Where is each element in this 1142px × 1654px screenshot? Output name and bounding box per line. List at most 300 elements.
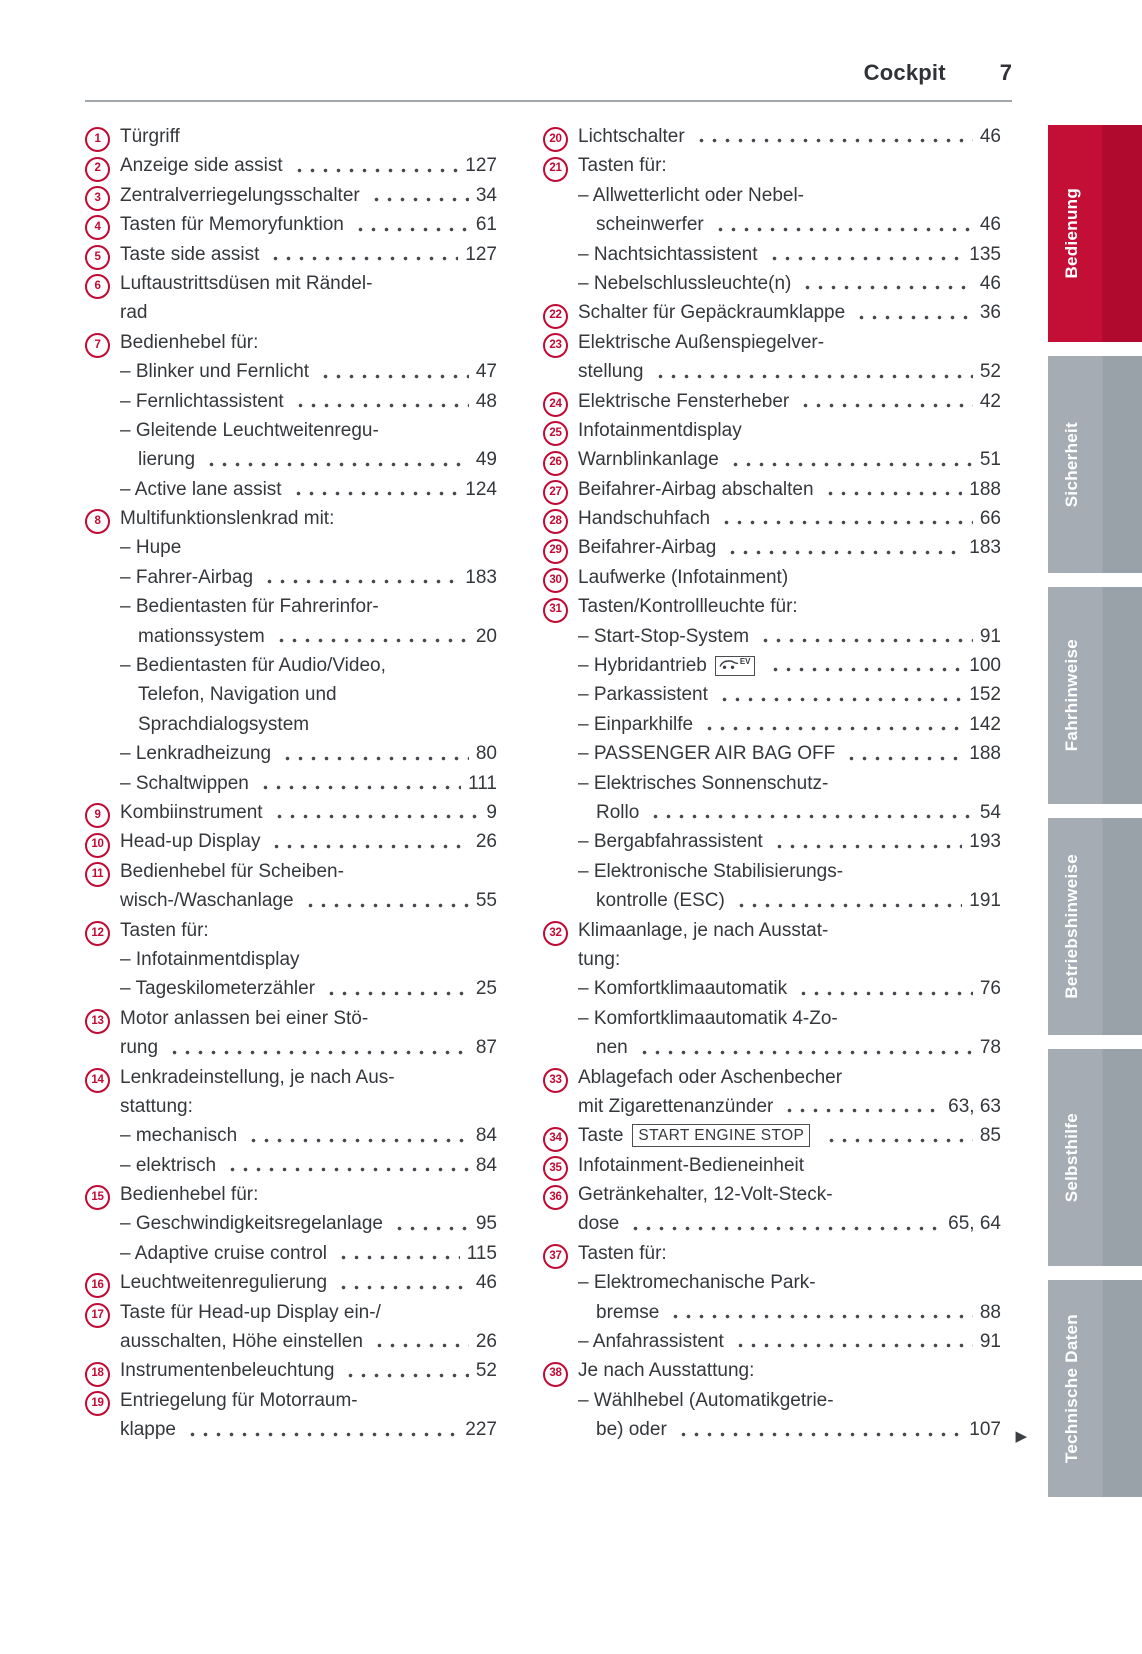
toc-entry-label: stellung xyxy=(578,361,644,383)
sidebar-tab-label: Betriebshinweise xyxy=(1062,854,1081,999)
toc-line xyxy=(543,1386,1001,1415)
dot-leader xyxy=(729,462,973,467)
toc-line xyxy=(543,622,1001,651)
toc-entry-label: Schalter für Gepäckraumklappe xyxy=(578,302,846,324)
toc-line xyxy=(543,328,1001,357)
item-number-cell xyxy=(543,1180,578,1210)
dot-leader xyxy=(726,550,962,555)
item-number-cell xyxy=(85,857,120,887)
item-number-cell xyxy=(543,1121,578,1151)
toc-line xyxy=(85,769,497,798)
dot-leader xyxy=(718,697,962,702)
page-ref: 63, 63 xyxy=(948,1095,1001,1117)
toc-entry-label: Entriegelung für Motorraum- xyxy=(120,1389,358,1411)
item-number-badge: 17 xyxy=(85,1303,110,1328)
toc-line xyxy=(543,916,1001,945)
toc-entry-label: Ablagefach oder Aschenbecher xyxy=(578,1066,843,1088)
toc-line xyxy=(543,974,1001,1003)
toc-entry-label: Motor anlassen bei einer Stö- xyxy=(120,1007,369,1029)
item-number-cell xyxy=(85,916,120,946)
toc-entry-label: Telefon, Navigation und xyxy=(138,684,337,706)
item-number-badge: 2 xyxy=(85,157,110,182)
item-number-cell xyxy=(85,151,120,181)
page-ref: 78 xyxy=(979,1037,1001,1059)
toc-line xyxy=(543,416,1001,445)
toc-line xyxy=(85,1033,497,1062)
toc-line xyxy=(543,651,1001,680)
toc-entry-label: rad xyxy=(120,302,148,324)
toc-line xyxy=(543,181,1001,210)
item-number-badge: 14 xyxy=(85,1068,110,1093)
toc-entry-label: – Infotainmentdisplay xyxy=(120,948,300,970)
sidebar-tab-label: Technische Daten xyxy=(1062,1313,1081,1464)
toc-entry-label: – Lenkradheizung xyxy=(120,743,272,765)
item-number-badge: 4 xyxy=(85,215,110,240)
toc-entry-label: – Bedientasten für Fahrerinfor- xyxy=(120,596,379,618)
sidebar-tab-label: Fahrhinweise xyxy=(1062,639,1081,752)
item-number-badge: 28 xyxy=(543,509,568,534)
toc-entry-label: – Parkassistent xyxy=(578,684,708,706)
toc-line xyxy=(543,240,1001,269)
dot-leader xyxy=(734,1343,973,1348)
dot-leader xyxy=(759,638,973,643)
page-ref: 51 xyxy=(979,449,1001,471)
page-ref: 80 xyxy=(475,743,497,765)
toc-entry-label: – Adaptive cruise control xyxy=(120,1242,328,1264)
toc-entry-label: dose xyxy=(578,1213,620,1235)
dot-leader xyxy=(247,1138,469,1143)
page-ref: 52 xyxy=(475,1360,497,1382)
page-number: 7 xyxy=(999,60,1012,85)
page-ref: 87 xyxy=(475,1037,497,1059)
toc-entry-label: Taste xyxy=(578,1125,624,1147)
sidebar-tab-bedienung xyxy=(1048,125,1142,342)
dot-leader xyxy=(294,403,469,408)
page-ref: 91 xyxy=(979,1331,1001,1353)
item-number-badge: 11 xyxy=(85,862,110,887)
item-number-cell xyxy=(85,240,120,270)
toc-line xyxy=(543,298,1001,327)
toc-entry-label: Warnblinkanlage xyxy=(578,449,719,471)
item-number-badge: 13 xyxy=(85,1009,110,1034)
ev-superscript-label: EV xyxy=(739,656,751,666)
toc-entry-label: stattung: xyxy=(120,1095,193,1117)
toc-entry-label: Elektrische Fensterheber xyxy=(578,390,790,412)
toc-line xyxy=(85,210,497,239)
toc-line xyxy=(543,1151,1001,1180)
dot-leader xyxy=(259,785,461,790)
item-number-badge: 20 xyxy=(543,127,568,152)
dot-leader xyxy=(735,903,962,908)
page-ref: 61 xyxy=(475,214,497,236)
dot-leader xyxy=(773,844,962,849)
toc-entry-label: Tasten für: xyxy=(120,919,209,941)
toc-line xyxy=(543,710,1001,739)
toc-entry-label: scheinwerfer xyxy=(596,214,704,236)
toc-column-right xyxy=(543,122,1027,1445)
item-number-badge: 12 xyxy=(85,921,110,946)
page-ref: 34 xyxy=(475,184,497,206)
dot-leader xyxy=(337,1255,460,1260)
toc-line xyxy=(543,122,1001,151)
toc-line xyxy=(85,445,497,474)
page-ref: 84 xyxy=(475,1154,497,1176)
toc-line xyxy=(543,1004,1001,1033)
item-number-cell xyxy=(85,504,120,534)
toc-line xyxy=(543,886,1001,915)
toc-entry-label: – Active lane assist xyxy=(120,478,282,500)
item-number-cell xyxy=(543,1239,578,1269)
page-ref: 36 xyxy=(979,302,1001,324)
toc-entry-label: Tasten für Memoryfunktion xyxy=(120,214,344,236)
toc-line xyxy=(543,857,1001,886)
toc-entry-label: – elektrisch xyxy=(120,1154,217,1176)
toc-entry-label: Tasten für: xyxy=(578,1242,667,1264)
toc-entry-label: be) oder xyxy=(596,1419,667,1441)
sidebar-tab-fahrhinweise xyxy=(1048,587,1142,804)
page-ref: 25 xyxy=(475,978,497,1000)
toc-entry-label: mationssystem xyxy=(138,625,265,647)
dot-leader xyxy=(703,726,962,731)
toc-line xyxy=(85,1268,497,1297)
toc-line xyxy=(85,416,497,445)
sidebar-tab-selbsthilfe xyxy=(1048,1049,1142,1266)
toc-entry-label: Lenkradeinstellung, je nach Aus- xyxy=(120,1066,395,1088)
toc-entry-label: – Einparkhilfe xyxy=(578,713,694,735)
page-ref: 193 xyxy=(969,831,1001,853)
section-title: Cockpit xyxy=(863,60,946,85)
toc-line xyxy=(85,1209,497,1238)
item-number-cell xyxy=(85,269,120,299)
hybrid-ev-indicator-icon xyxy=(715,656,755,676)
toc-entry-label: Infotainment-Bedieneinheit xyxy=(578,1154,805,1176)
dot-leader xyxy=(638,1050,973,1055)
item-number-cell xyxy=(543,298,578,328)
toc-line xyxy=(85,240,497,269)
toc-line xyxy=(543,739,1001,768)
toc-line xyxy=(543,798,1001,827)
page-ref: 52 xyxy=(979,361,1001,383)
toc-line xyxy=(85,827,497,856)
toc-line xyxy=(543,210,1001,239)
toc-entry-label: – Fernlichtassistent xyxy=(120,390,284,412)
toc-entry-label: – PASSENGER AIR BAG OFF xyxy=(578,743,836,765)
page-ref: 127 xyxy=(465,155,497,177)
dot-leader xyxy=(769,667,963,672)
toc-line xyxy=(85,1415,497,1444)
toc-entry-label: Klimaanlage, je nach Ausstat- xyxy=(578,919,829,941)
toc-line xyxy=(85,122,497,151)
item-number-badge: 22 xyxy=(543,304,568,329)
item-number-cell xyxy=(543,533,578,563)
item-number-cell xyxy=(543,916,578,946)
toc-entry-label: Rollo xyxy=(596,801,640,823)
toc-entry-label: – Elektrisches Sonnenschutz- xyxy=(578,772,829,794)
toc-entry-label: Kombiinstrument xyxy=(120,801,263,823)
toc-entry-label: Tasten/Kontrollleuchte für: xyxy=(578,596,798,618)
toc-line xyxy=(85,680,497,709)
dot-leader xyxy=(273,814,480,819)
dot-leader xyxy=(720,520,973,525)
dot-leader xyxy=(226,1167,469,1172)
dot-leader xyxy=(825,1138,973,1143)
toc-entry-label: – Anfahrassistent xyxy=(578,1331,724,1353)
item-number-cell xyxy=(543,151,578,181)
item-number-badge: 36 xyxy=(543,1185,568,1210)
toc-line xyxy=(543,1268,1001,1297)
toc-entry-label: lierung xyxy=(138,449,196,471)
toc-line xyxy=(543,1327,1001,1356)
toc-line xyxy=(85,945,497,974)
dot-leader xyxy=(677,1432,963,1437)
toc-line xyxy=(85,916,497,945)
dot-leader xyxy=(654,374,973,379)
page-ref: 48 xyxy=(475,390,497,412)
item-number-cell xyxy=(543,592,578,622)
dot-leader xyxy=(393,1226,469,1231)
toc-entry-label: – Gleitende Leuchtweitenregu- xyxy=(120,419,379,441)
toc-entry-label: rung xyxy=(120,1037,159,1059)
toc-line xyxy=(543,563,1001,592)
toc-entry-label: Instrumentenbeleuchtung xyxy=(120,1360,335,1382)
page-ref: 127 xyxy=(465,243,497,265)
toc-line xyxy=(85,357,497,386)
page-ref: 76 xyxy=(979,978,1001,1000)
toc-entry-label: Beifahrer-Airbag xyxy=(578,537,717,559)
item-number-badge: 30 xyxy=(543,568,568,593)
toc-line xyxy=(543,504,1001,533)
toc-entry-label: Elektrische Außenspiegelver- xyxy=(578,331,825,353)
toc-entry-label: Taste für Head-up Display ein-/ xyxy=(120,1301,381,1323)
item-number-cell xyxy=(85,798,120,828)
dot-leader xyxy=(714,227,973,232)
page-ref: 183 xyxy=(969,537,1001,559)
start-engine-stop-key: START ENGINE STOP xyxy=(632,1124,810,1147)
item-number-badge: 19 xyxy=(85,1391,110,1416)
toc-line xyxy=(85,1239,497,1268)
toc-entry-label: Sprachdialogsystem xyxy=(138,713,310,735)
toc-entry-label: Tasten für: xyxy=(578,155,667,177)
page-ref: 91 xyxy=(979,625,1001,647)
item-number-badge: 27 xyxy=(543,480,568,505)
header-rule xyxy=(85,100,1012,102)
toc-line xyxy=(85,563,497,592)
page-ref: 47 xyxy=(475,361,497,383)
page-ref: 124 xyxy=(465,478,497,500)
toc-entry-label: – Hybridantrieb xyxy=(578,655,707,677)
item-number-cell xyxy=(543,563,578,593)
toc-entry-label: ausschalten, Höhe einstellen xyxy=(120,1331,363,1353)
toc-line xyxy=(85,1151,497,1180)
toc-line xyxy=(543,1092,1001,1121)
toc-entry-label: – Bergabfahrassistent xyxy=(578,831,763,853)
page-ref: 46 xyxy=(979,272,1001,294)
page-ref: 46 xyxy=(979,214,1001,236)
item-number-cell xyxy=(543,416,578,446)
toc-line xyxy=(85,1180,497,1209)
page-ref: 95 xyxy=(475,1213,497,1235)
dot-leader xyxy=(799,403,973,408)
item-number-cell xyxy=(85,1386,120,1416)
toc-entry-label: Head-up Display xyxy=(120,831,261,853)
item-number-cell xyxy=(543,122,578,152)
item-number-badge: 18 xyxy=(85,1362,110,1387)
toc-line xyxy=(85,651,497,680)
toc-entry-label: – Komfortklimaautomatik xyxy=(578,978,788,1000)
toc-entry-label: tung: xyxy=(578,948,621,970)
dot-leader xyxy=(855,315,973,320)
page-ref: 26 xyxy=(475,1331,497,1353)
dot-leader xyxy=(205,462,469,467)
toc-line xyxy=(85,1063,497,1092)
toc-entry-label: – Tageskilometerzähler xyxy=(120,978,316,1000)
sidebar-tab-label: Sicherheit xyxy=(1062,421,1081,508)
toc-entry-label: Luftaustrittsdüsen mit Rändel- xyxy=(120,272,373,294)
toc-entry-label: Taste side assist xyxy=(120,243,260,265)
toc-line xyxy=(85,798,497,827)
page-ref: 100 xyxy=(969,655,1001,677)
toc-line xyxy=(85,387,497,416)
page-ref: 84 xyxy=(475,1125,497,1147)
dot-leader xyxy=(304,903,469,908)
page-ref: 49 xyxy=(475,449,497,471)
item-number-cell xyxy=(85,1180,120,1210)
page-ref: 183 xyxy=(465,566,497,588)
toc-entry-label: Infotainmentdisplay xyxy=(578,419,742,441)
toc-line xyxy=(85,1298,497,1327)
toc-line xyxy=(85,857,497,886)
dot-leader xyxy=(669,1314,973,1319)
dot-leader xyxy=(695,138,973,143)
dot-leader xyxy=(186,1432,458,1437)
toc-line xyxy=(543,269,1001,298)
toc-entry-label: kontrolle (ESC) xyxy=(596,890,725,912)
toc-line xyxy=(85,1356,497,1385)
item-number-cell xyxy=(85,1298,120,1328)
dot-leader xyxy=(768,256,963,261)
dot-leader xyxy=(783,1108,941,1113)
page-header xyxy=(85,60,1012,86)
toc-entry-label: Bedienhebel für: xyxy=(120,1184,259,1206)
sidebar-tab-sicherheit xyxy=(1048,356,1142,573)
toc-entry-label: – Geschwindigkeitsregelanlage xyxy=(120,1213,383,1235)
toc-entry-label: bremse xyxy=(596,1301,660,1323)
toc-entry-label: Bedienhebel für: xyxy=(120,331,259,353)
toc-entry-label: Beifahrer-Airbag abschalten xyxy=(578,478,814,500)
page-ref: 9 xyxy=(486,801,497,823)
toc-line xyxy=(543,533,1001,562)
toc-entry-label: – Nachtsichtassistent xyxy=(578,243,758,265)
toc-line xyxy=(543,475,1001,504)
item-number-badge: 21 xyxy=(543,157,568,182)
item-number-badge: 5 xyxy=(85,245,110,270)
toc-entry-label: Bedienhebel für Scheiben- xyxy=(120,860,344,882)
toc-line xyxy=(543,357,1001,386)
toc-entry-label: klappe xyxy=(120,1419,176,1441)
toc-line xyxy=(85,1092,497,1121)
toc-entry-label: – Komfortklimaautomatik 4-Zo- xyxy=(578,1007,838,1029)
toc-entry-label: – Fahrer-Airbag xyxy=(120,566,254,588)
toc-line xyxy=(543,445,1001,474)
item-number-badge: 34 xyxy=(543,1127,568,1152)
page-ref: 152 xyxy=(969,684,1001,706)
toc-entry-label: Handschuhfach xyxy=(578,508,711,530)
toc-line xyxy=(85,328,497,357)
page-ref: 111 xyxy=(468,772,497,794)
toc-line xyxy=(543,1033,1001,1062)
dot-leader xyxy=(354,227,469,232)
dot-leader xyxy=(293,168,459,173)
page-ref: 135 xyxy=(969,243,1001,265)
toc-entry-label: wisch-/Waschanlage xyxy=(120,890,294,912)
item-number-badge: 29 xyxy=(543,539,568,564)
dot-leader xyxy=(337,1285,469,1290)
item-number-badge: 37 xyxy=(543,1244,568,1269)
toc-line xyxy=(543,1180,1001,1209)
toc-entry-label: Türgriff xyxy=(120,126,180,147)
sidebar-tab-label: Bedienung xyxy=(1062,188,1081,279)
item-number-badge: 9 xyxy=(85,803,110,828)
item-number-cell xyxy=(543,1063,578,1093)
item-number-badge: 33 xyxy=(543,1068,568,1093)
toc-entry-label: Zentralverriegelungsschalter xyxy=(120,184,360,206)
item-number-cell xyxy=(543,387,578,417)
toc-line xyxy=(543,592,1001,621)
sidebar-tab-technische-daten xyxy=(1048,1280,1142,1497)
toc-entry-label: – Elektronische Stabilisierungs- xyxy=(578,860,844,882)
item-number-badge: 1 xyxy=(85,127,110,152)
toc-line xyxy=(85,1004,497,1033)
toc-entry-label: – Wählhebel (Automatikgetrie- xyxy=(578,1389,834,1411)
item-number-badge: 15 xyxy=(85,1185,110,1210)
item-number-cell xyxy=(85,1063,120,1093)
item-number-badge: 6 xyxy=(85,274,110,299)
toc-line xyxy=(543,1298,1001,1327)
item-number-cell xyxy=(85,1004,120,1034)
toc-line xyxy=(543,769,1001,798)
toc-line xyxy=(85,504,497,533)
dot-leader xyxy=(344,1373,468,1378)
dot-leader xyxy=(319,374,469,379)
toc-line xyxy=(85,298,497,327)
toc-entry-label: – Blinker und Fernlicht xyxy=(120,361,310,383)
dot-leader xyxy=(824,491,963,496)
page-ref: 54 xyxy=(979,801,1001,823)
car-glyph xyxy=(719,658,739,670)
toc-line xyxy=(85,1121,497,1150)
dot-leader xyxy=(845,756,962,761)
page-ref: 107 ▶ xyxy=(969,1419,1027,1445)
page-ref: 88 xyxy=(979,1301,1001,1323)
toc-line xyxy=(543,387,1001,416)
toc-entry-label: nen xyxy=(596,1037,628,1059)
page-ref: 20 xyxy=(475,625,497,647)
toc-entry-label: – Hupe xyxy=(120,537,182,559)
item-number-cell xyxy=(543,1151,578,1181)
dot-leader xyxy=(325,991,469,996)
toc-line xyxy=(543,151,1001,180)
page-ref: 42 xyxy=(979,390,1001,412)
toc-entry-label: Laufwerke (Infotainment) xyxy=(578,566,789,588)
item-number-badge: 24 xyxy=(543,392,568,417)
item-number-cell xyxy=(543,475,578,505)
page-ref: 191 xyxy=(969,890,1001,912)
item-number-cell xyxy=(543,445,578,475)
page-ref: 65, 64 xyxy=(948,1213,1001,1235)
toc-entry-label: – mechanisch xyxy=(120,1125,238,1147)
dot-leader xyxy=(370,197,469,202)
toc-line xyxy=(543,1356,1001,1385)
